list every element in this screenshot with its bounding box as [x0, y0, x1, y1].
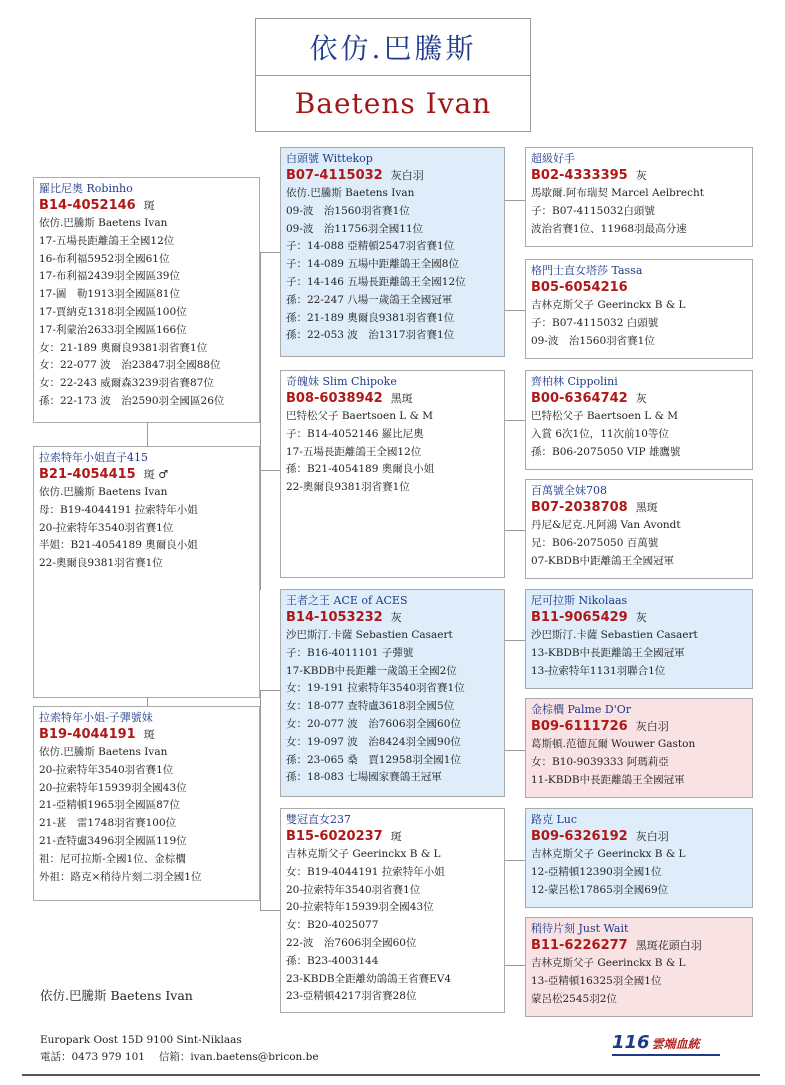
- info-line: 吉林克斯父子 Geerinckx B & L: [286, 848, 441, 860]
- info-line: 21-葚 雷1748羽省賽100位: [39, 817, 177, 830]
- info-line: 20-拉索特年3540羽省賽1位: [39, 521, 174, 534]
- info-line: 波治省賽1位、11968羽最高分速: [531, 222, 687, 235]
- info-line: 馬歇爾.阿布瑞契 Marcel Aelbrecht: [531, 187, 704, 199]
- ring-number: B08-6038942: [286, 391, 383, 406]
- info-line: 孫：22-247 八場一歲鴿王全國冠軍: [286, 293, 453, 306]
- connector: [147, 698, 148, 706]
- owner-signature: 依仿.巴騰斯 Baetens Ivan: [40, 988, 193, 1003]
- info-line: 22-奧爾良9381羽省賽1位: [39, 557, 163, 570]
- info-line: 女：B10-9039333 阿瑪莉亞: [531, 755, 669, 768]
- info-line: 23-KBDB全距離幼鴿鴿王省賽EV4: [286, 972, 452, 985]
- pigeon-name: 超級好手: [531, 152, 575, 165]
- owner-name-en: Baetens Ivan: [294, 87, 492, 120]
- info-line: 吉林克斯父子 Geerinckx B & L: [531, 299, 686, 311]
- info-line: 23-亞精頓4217羽省賽28位: [286, 990, 417, 1003]
- connector: [260, 252, 280, 253]
- granddam-card[interactable]: [525, 917, 753, 1017]
- color-label: 黑斑: [635, 501, 658, 514]
- info-line: 女：19-191 拉索特年3540羽省賽1位: [286, 682, 465, 695]
- granddam-card[interactable]: [525, 698, 753, 798]
- info-line: 20-拉索特年15939羽全國43位: [286, 901, 434, 914]
- ring-number: B15-6020237: [286, 829, 383, 844]
- info-line: 17-布利福2439羽全國區39位: [39, 270, 180, 283]
- ring-number: B09-6111726: [531, 719, 628, 734]
- info-line: 女：21-189 奧爾良9381羽省賽1位: [39, 341, 208, 354]
- info-line: 依仿.巴騰斯 Baetens Ivan: [39, 486, 168, 498]
- ring-number: B07-2038708: [531, 500, 628, 515]
- pigeon-name: 奇魄妹 Slim Chipoke: [286, 375, 397, 388]
- info-line: 依仿.巴騰斯 Baetens Ivan: [286, 187, 415, 199]
- pigeon-name: 白頭號 Wittekop: [286, 152, 373, 165]
- color-label: 斑: [143, 728, 155, 741]
- connector: [260, 470, 280, 471]
- info-line: 16-布利福5952羽全國61位: [39, 252, 170, 265]
- info-line: 吉林克斯父子 Geerinckx B & L: [531, 848, 686, 860]
- info-line: 女：B20-4025077: [286, 919, 379, 932]
- info-line: 13-拉索特年1131羽聯合1位: [531, 664, 666, 677]
- logo-underline: [612, 1054, 720, 1056]
- connector: [260, 690, 280, 691]
- ring-number: B11-9065429: [531, 610, 628, 625]
- info-line: 女：22-077 波 治23847羽全國88位: [39, 359, 221, 372]
- info-line: 依仿.巴騰斯 Baetens Ivan: [39, 746, 168, 758]
- pigeon-name: 羅比尼奧 Robinho: [39, 182, 133, 195]
- info-line: 巴特松父子 Baertsoen L & M: [286, 410, 434, 422]
- granddam-card[interactable]: [525, 259, 753, 359]
- info-line: 07-KBDB中距離鴿王全國冠軍: [531, 554, 675, 567]
- pigeon-name: 王者之王 ACE of ACES: [286, 594, 408, 607]
- info-line: 孫：21-189 奧爾良9381羽省賽1位: [286, 311, 455, 324]
- info-line: 子：B07-4115032 白頭號: [531, 316, 659, 329]
- color-label: 斑 ♂: [143, 468, 169, 481]
- pigeon-name: 路克 Luc: [531, 813, 578, 826]
- connector: [505, 965, 525, 966]
- info-line: 子：14-088 亞精頓2547羽省賽1位: [286, 240, 455, 253]
- logo-text: 雲端血統: [651, 1037, 700, 1051]
- color-label: 斑: [143, 199, 155, 212]
- logo-number: 116: [612, 1032, 650, 1053]
- color-label: 斑: [390, 830, 402, 843]
- info-line: 沙巴斯汀.卡薩 Sebastien Casaert: [531, 629, 698, 641]
- contact-info: 電話：0473 979 101 信箱：ivan.baetens@bricon.be: [40, 1051, 319, 1063]
- info-line: 兄：B06-2075050 百萬號: [531, 536, 659, 549]
- info-line: 子：B16-4011101 子彈號: [286, 646, 414, 659]
- grandsire-card[interactable]: [525, 808, 753, 908]
- info-line: 丹尼&尼克.凡阿鴻 Van Avondt: [531, 519, 681, 531]
- info-line: 吉林克斯父子 Geerinckx B & L: [531, 957, 686, 969]
- connector: [147, 423, 148, 446]
- granddam-card[interactable]: [525, 479, 753, 579]
- pigeon-name: 百萬號全妹708: [531, 484, 607, 497]
- info-line: 17-KBDB中長距離一歲鴿王全國2位: [286, 664, 457, 677]
- info-line: 子：B07-4115032白頭號: [531, 204, 655, 217]
- grandsire-card[interactable]: [525, 589, 753, 689]
- info-line: 09-波 治11756羽全國11位: [286, 222, 424, 235]
- info-line: 12-蒙呂松17865羽全國69位: [531, 883, 669, 896]
- connector: [260, 690, 261, 910]
- dam-card[interactable]: [280, 370, 505, 578]
- info-line: 半姐：B21-4054189 奧爾良小姐: [39, 539, 198, 552]
- grandsire-card[interactable]: [525, 147, 753, 247]
- info-line: 17-五場長距離鴿王全國12位: [39, 234, 175, 247]
- color-label: 灰白羽: [635, 720, 669, 733]
- color-label: 黑斑花頭白羽: [635, 939, 702, 952]
- pigeon-name: 格門士直女塔莎 Tassa: [531, 264, 643, 277]
- connector: [505, 640, 525, 641]
- color-label: 灰: [635, 169, 647, 182]
- info-line: 女：20-077 波 治7606羽全國60位: [286, 717, 461, 730]
- info-line: 孫：22-053 波 治1317羽省賽1位: [286, 329, 455, 342]
- info-line: 入賞 6次1位，11次前10等位: [531, 427, 669, 440]
- info-line: 20-拉索特年3540羽省賽1位: [39, 763, 174, 776]
- info-line: 13-亞精頓16325羽全國1位: [531, 974, 662, 987]
- connector: [505, 420, 525, 421]
- info-line: 17-賈納克1318羽全國區100位: [39, 305, 187, 318]
- info-line: 子：14-146 五場長距離鴿王全國12位: [286, 275, 466, 288]
- info-line: 20-拉索特年3540羽省賽1位: [286, 883, 421, 896]
- info-line: 11-KBDB中長距離鴿王全國冠軍: [531, 773, 685, 786]
- color-label: 黑斑: [390, 392, 413, 405]
- ring-number: B07-4115032: [286, 168, 383, 183]
- info-line: 母：B19-4044191 拉索特年小姐: [39, 503, 198, 516]
- color-label: 灰: [390, 611, 402, 624]
- info-line: 葛斯頓.范德瓦爾 Wouwer Gaston: [531, 738, 696, 750]
- info-line: 孫：B23-4003144: [286, 954, 379, 967]
- pigeon-name: 尼可拉斯 Nikolaas: [531, 594, 628, 607]
- connector: [505, 310, 525, 311]
- pigeon-name: 拉索特年小姐-子彈號妹: [39, 711, 153, 724]
- info-line: 22-奧爾良9381羽省賽1位: [286, 481, 410, 494]
- info-line: 巴特松父子 Baertsoen L & M: [531, 410, 679, 422]
- info-line: 孫：23-065 桑 賈12958羽全國1位: [286, 753, 461, 766]
- info-line: 20-拉索特年15939羽全國43位: [39, 781, 187, 794]
- color-label: 灰白羽: [390, 169, 424, 182]
- ring-number: B00-6364742: [531, 391, 628, 406]
- info-line: 孫：22-173 波 治2590羽全國區26位: [39, 394, 225, 407]
- ring-number: B09-6326192: [531, 829, 628, 844]
- ring-number: B11-6226277: [531, 938, 628, 953]
- info-line: 12-亞精頓12390羽全國1位: [531, 865, 662, 878]
- grandsire-card[interactable]: [525, 370, 753, 470]
- pigeon-name: 稍待片刻 Just Wait: [531, 922, 629, 935]
- info-line: 孫：B06-2075050 VIP 雄鷹號: [531, 445, 681, 458]
- address: Europark Oost 15D 9100 Sint-Niklaas: [40, 1034, 242, 1046]
- info-line: 女：19-097 波 治8424羽全國90位: [286, 735, 461, 748]
- color-label: 灰: [635, 611, 647, 624]
- pigeon-name: 金棕櫚 Palme D'Or: [531, 703, 632, 716]
- info-line: 21-亞精頓1965羽全國區87位: [39, 799, 180, 812]
- ring-number: B21-4054415: [39, 467, 136, 482]
- pigeon-name: 齊柏林 Cippolini: [531, 375, 618, 388]
- info-line: 09-波 治1560羽省賽1位: [531, 334, 655, 347]
- info-line: 祖：尼可拉斯-全國1位、金棕櫚: [39, 852, 186, 865]
- connector: [260, 252, 261, 590]
- sire-card[interactable]: [280, 147, 505, 357]
- sibling-card[interactable]: [33, 706, 260, 901]
- info-line: 子：14-089 五場中距離鴿王全國8位: [286, 258, 459, 271]
- connector: [260, 342, 261, 343]
- info-line: 女：B19-4044191 拉索特年小姐: [286, 865, 445, 878]
- info-line: 09-波 治1560羽省賽1位: [286, 204, 410, 217]
- subject-card[interactable]: [33, 177, 260, 423]
- info-line: 外祖：路克×稍待片刻二羽全國1位: [39, 870, 202, 883]
- connector: [505, 860, 525, 861]
- ring-number: B14-1053232: [286, 610, 383, 625]
- brand-logo: [612, 1032, 700, 1053]
- info-line: 孫：B21-4054189 奧爾良小姐: [286, 463, 435, 476]
- connector: [260, 910, 280, 911]
- sibling-dam-card[interactable]: [280, 808, 505, 1013]
- pigeon-name: 拉索特年小姐直子415: [39, 451, 148, 464]
- connector: [505, 750, 525, 751]
- contact-block: [40, 1032, 319, 1066]
- owner-name-cn: 依仿.巴騰斯: [256, 19, 530, 76]
- color-label: 灰: [635, 392, 647, 405]
- info-line: 22-波 治7606羽全國60位: [286, 936, 417, 949]
- ring-number: B05-6054216: [531, 280, 628, 295]
- info-line: 女：18-077 查特盧3618羽全國5位: [286, 700, 455, 713]
- color-label: 灰白羽: [635, 830, 669, 843]
- ring-number: B14-4052146: [39, 198, 136, 213]
- info-line: 蒙呂松2545羽2位: [531, 992, 617, 1005]
- info-line: 孫：18-083 七場國家賽鴿王冠軍: [286, 771, 442, 784]
- title-box: [255, 18, 531, 132]
- info-line: 17-圖 勒1913羽全國區81位: [39, 288, 180, 301]
- info-line: 依仿.巴騰斯 Baetens Ivan: [39, 217, 168, 229]
- pigeon-name: 雙冠直女237: [286, 813, 351, 826]
- info-line: 沙巴斯汀.卡薩 Sebastien Casaert: [286, 629, 453, 641]
- info-line: 女：22-243 威爾森3239羽省賽87位: [39, 377, 214, 390]
- info-line: 子：B14-4052146 羅比尼奧: [286, 427, 424, 440]
- info-line: 21-查特盧3496羽全國區119位: [39, 834, 187, 847]
- sibling-card[interactable]: [33, 446, 260, 698]
- ring-number: B02-4333395: [531, 168, 628, 183]
- info-line: 17-五場長距離鴿王全國12位: [286, 445, 422, 458]
- connector: [505, 200, 525, 201]
- info-line: 17-利蒙治2633羽全國區166位: [39, 323, 187, 336]
- footer-divider: [22, 1074, 760, 1076]
- ring-number: B19-4044191: [39, 727, 136, 742]
- sibling-sire-card[interactable]: [280, 589, 505, 797]
- connector: [505, 530, 525, 531]
- info-line: 13-KBDB中長距離鴿王全國冠軍: [531, 646, 685, 659]
